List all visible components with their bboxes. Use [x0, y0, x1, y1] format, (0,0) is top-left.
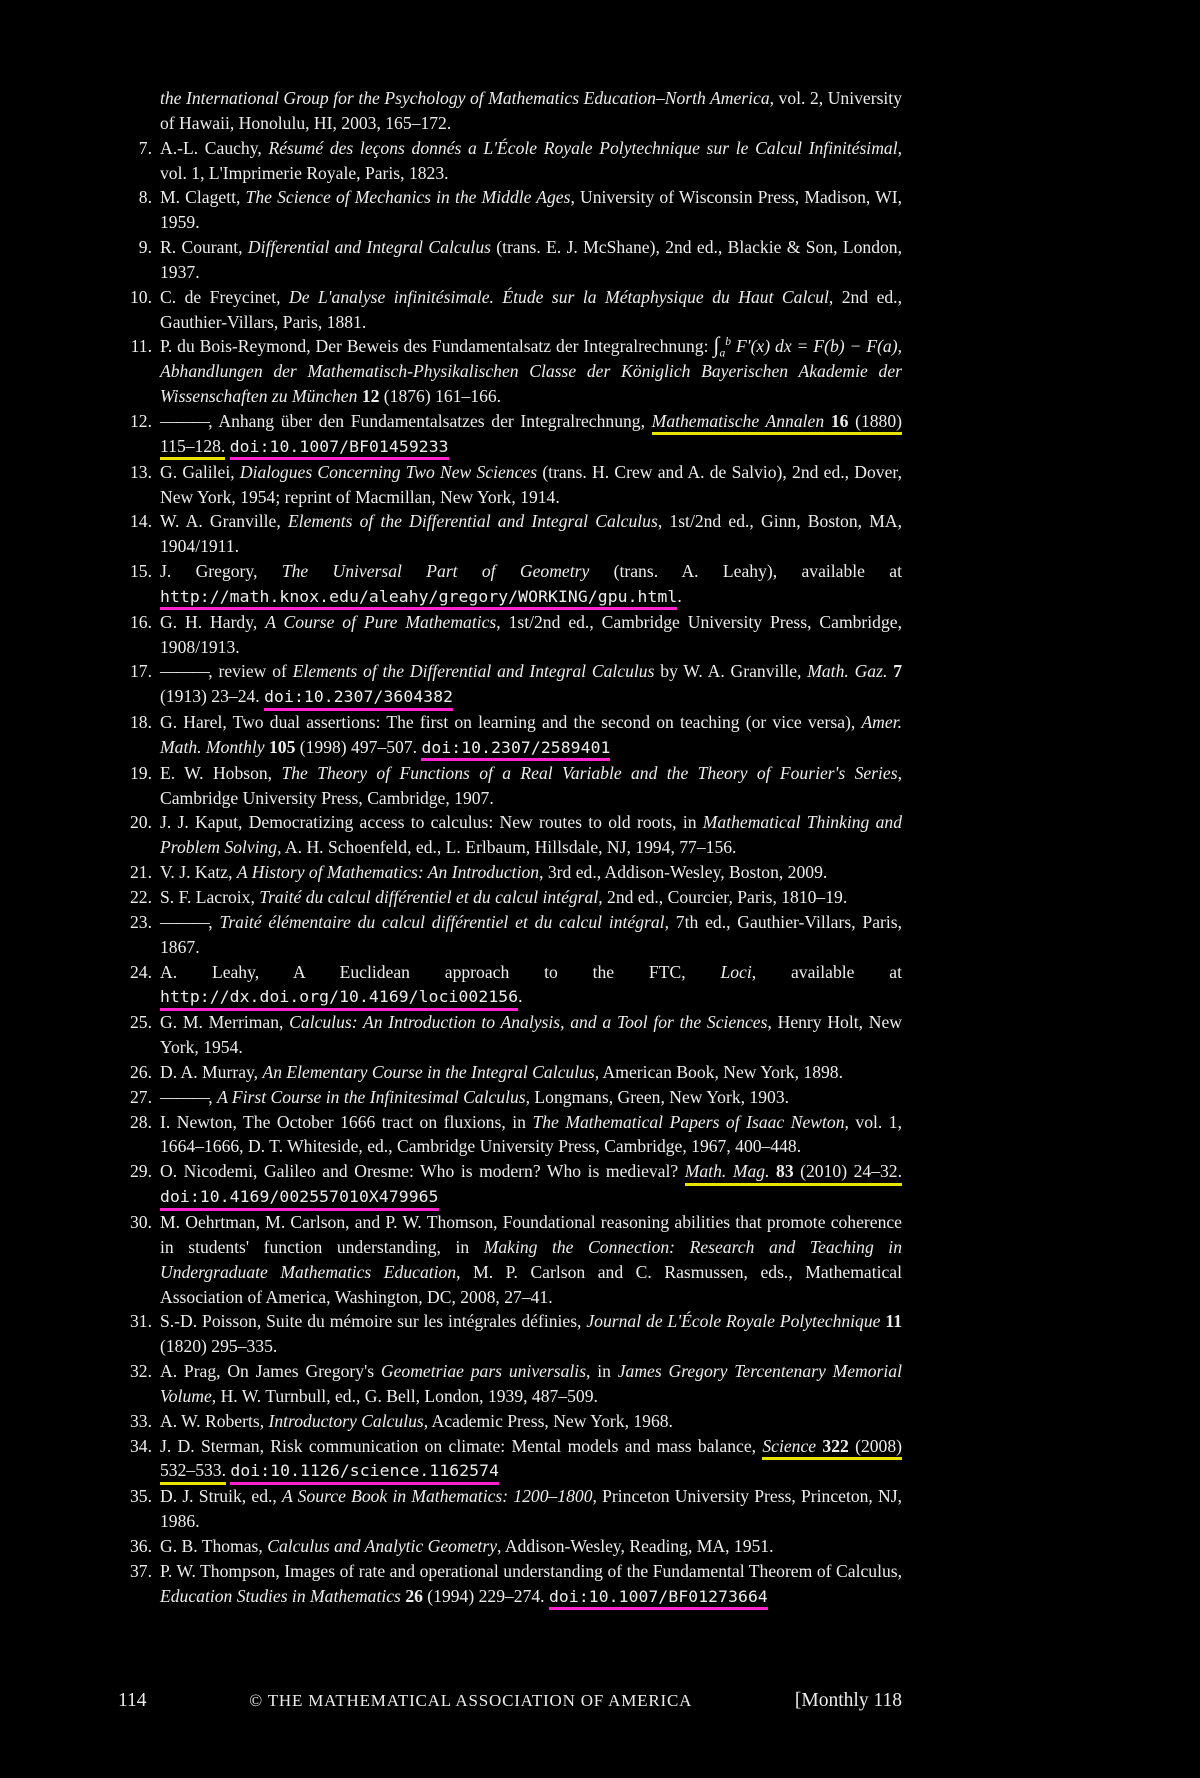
reference-item	[118, 1309, 902, 1359]
text-segment: Elements of the Differential and Integral Calculus	[292, 661, 655, 682]
text-segment: D. J. Struik, ed.,	[160, 1486, 283, 1507]
text-segment: by W. A. Granville,	[654, 661, 808, 682]
text-segment: ∫	[713, 332, 720, 358]
reference-item	[118, 1534, 902, 1559]
doi-link[interactable]: doi:10.1007/BF01459233	[230, 437, 449, 461]
text-segment: W. A. Granville,	[160, 511, 288, 532]
text-segment: (1998) 497–507.	[295, 736, 422, 757]
text-segment: De L'analyse infinitésimale. Étude sur la Métaphysique du Haut Calcul	[289, 286, 829, 307]
text-segment: 105	[268, 736, 296, 757]
reference-item	[118, 559, 902, 610]
text-segment: Calculus and Analytic Geometry	[267, 1535, 498, 1556]
reference-number: 7.	[138, 137, 152, 158]
text-segment: , vol. 2, University of Hawaii, Honolulu, HI, 2003, 165–172.	[160, 88, 902, 133]
reference-number: 11.	[130, 336, 152, 357]
journal-link[interactable]: 322	[822, 1436, 848, 1461]
text-segment: .	[518, 986, 523, 1007]
text-segment: , 1st/2nd ed., Ginn, Boston, MA, 1904/1911.	[160, 511, 902, 557]
text-segment: A.-L. Cauchy,	[160, 137, 269, 158]
reference-item	[118, 885, 902, 910]
doi-link[interactable]: doi:10.2307/2589401	[421, 738, 610, 762]
reference-item	[118, 409, 902, 460]
references-list	[118, 86, 902, 1609]
reference-number: 28.	[130, 1111, 152, 1132]
text-segment: C. de Freycinet,	[160, 286, 289, 307]
text-segment: J. D. Sterman, Risk communication on climate: Mental models and mass balance,	[160, 1435, 763, 1456]
page-number: 114	[118, 1690, 147, 1711]
text-segment: (trans. E. J. McShane), 2nd ed., Blackie & Son, London, 1937.	[160, 237, 902, 282]
text-segment: Making the Connection: Research and Teaching in Undergraduate Mathematics Education	[160, 1236, 902, 1282]
text-segment: , Anhang über den Fundamentalsatzes der Integralrechnung,	[208, 410, 652, 431]
journal-link[interactable]: Mathematische Annalen	[652, 411, 831, 436]
text-segment: P. W. Thompson, Images of rate and operational understanding of the Fundamental Theorem of Calculus,	[160, 1560, 902, 1581]
text-segment: , in	[586, 1361, 618, 1382]
text-segment: Amer. Math. Monthly	[160, 712, 902, 757]
text-segment: (1876) 161–166.	[379, 386, 502, 407]
copyright-line: © THE MATHEMATICAL ASSOCIATION OF AMERICA	[249, 1691, 693, 1710]
text-segment: Mathematical Thinking and Problem Solving	[160, 812, 902, 858]
reference-item	[118, 610, 902, 660]
reference-item	[118, 334, 902, 409]
text-segment: Résumé des leçons donnés a L'École Royale Polytechnique sur le Calcul Infinitésimal	[268, 137, 898, 158]
text-segment: Abhandlungen der Mathematisch-Physikalischen Classe der Königlich Bayerischen Akademie der Wissenschaften zu München	[160, 361, 902, 407]
reference-number: 12.	[130, 410, 152, 431]
text-segment: The Theory of Functions of a Real Variable and the Theory of Fourier's Series	[281, 762, 898, 783]
text-segment: ,	[208, 1086, 218, 1107]
reference-item	[118, 1210, 902, 1309]
text-segment: , H. W. Turnbull, ed., G. Bell, London, 1939, 487–509.	[211, 1385, 598, 1406]
reference-item	[118, 1484, 902, 1534]
reference-item	[118, 1434, 902, 1485]
text-segment: G. B. Thomas,	[160, 1535, 268, 1556]
reference-number: 8.	[138, 187, 152, 208]
journal-link[interactable]: Science	[762, 1436, 822, 1461]
reference-number: 19.	[130, 762, 152, 783]
text-segment: , review of	[208, 661, 293, 682]
doi-link[interactable]: doi:10.4169/002557010X479965	[160, 1187, 439, 1211]
text-segment: J. Gregory,	[160, 561, 282, 582]
text-segment: Traité élémentaire du calcul différentiel et du calcul intégral	[219, 911, 665, 932]
text-segment: A Course of Pure Mathematics	[265, 611, 497, 632]
reference-item	[118, 1559, 902, 1610]
text-segment: , American Book, New York, 1898.	[594, 1061, 843, 1082]
reference-number: 23.	[130, 911, 152, 932]
text-segment: Introductory Calculus	[268, 1410, 424, 1431]
text-segment: ,	[208, 911, 220, 932]
text-segment: S. F. Lacroix,	[160, 887, 260, 907]
text-segment: F′(x) dx = F(b) − F(a)	[731, 336, 898, 357]
text-segment: E. W. Hobson,	[160, 762, 282, 783]
text-segment: , 7th ed., Gauthier-Villars, Paris, 1867.	[160, 911, 902, 957]
reference-item	[118, 1085, 902, 1110]
text-segment: , M. P. Carlson and C. Rasmussen, eds., Mathematical Association of America, Washington, DC, 2008, 27–41.	[160, 1261, 902, 1307]
reference-item	[118, 1359, 902, 1409]
reference-item	[118, 860, 902, 885]
text-segment: 7	[893, 661, 902, 682]
issue-label: [Monthly 118	[794, 1690, 902, 1711]
text-segment: M. Clagett,	[160, 187, 246, 208]
url-link[interactable]: http://dx.doi.org/10.4169/loci002156	[160, 987, 518, 1011]
reference-item	[118, 960, 902, 1011]
text-segment: , 2nd ed., Gauthier-Villars, Paris, 1881.	[160, 286, 902, 332]
text-segment: ,	[897, 336, 902, 357]
text-segment: , 2nd ed., Courcier, Paris, 1810–19.	[598, 887, 848, 907]
reference-number: 25.	[130, 1012, 152, 1033]
reference-item	[118, 1159, 902, 1210]
reference-number: 16.	[130, 611, 152, 632]
reference-item	[118, 86, 902, 136]
journal-link[interactable]: (2010) 24–32.	[794, 1161, 902, 1186]
text-segment: Loci	[720, 961, 752, 982]
text-segment: (1820) 295–335.	[160, 1336, 278, 1357]
journal-link[interactable]: Math. Mag.	[685, 1161, 776, 1186]
text-segment: P. du Bois-Reymond, Der Beweis des Fundamentalsatz der Integralrechnung:	[160, 336, 714, 357]
reference-item	[118, 285, 902, 335]
reference-number: 10.	[130, 286, 152, 307]
text-segment: Differential and Integral Calculus	[247, 237, 491, 258]
text-segment: , Henry Holt, New York, 1954.	[160, 1012, 902, 1058]
text-segment: 11	[885, 1311, 902, 1332]
journal-link[interactable]: (2008) 532–533.	[160, 1436, 902, 1485]
reference-number: 33.	[130, 1410, 152, 1431]
reference-number: 29.	[130, 1161, 152, 1182]
text-segment: (trans. H. Crew and A. de Salvio), 2nd ed., Dover, New York, 1954; reprint of Macmillan, New York, 1914.	[160, 461, 902, 507]
reference-number: 17.	[130, 661, 152, 682]
text-segment: G. M. Merriman,	[160, 1012, 290, 1033]
reference-number: 34.	[130, 1435, 152, 1456]
text-segment: (trans. A. Leahy), available at	[589, 561, 902, 582]
reference-item	[118, 1060, 902, 1085]
reference-number: 32.	[130, 1361, 152, 1382]
text-segment: V. J. Katz,	[160, 862, 237, 883]
text-segment: O. Nicodemi, Galileo and Oresme: Who is modern? Who is medieval?	[160, 1161, 685, 1182]
text-segment: G. H. Hardy,	[160, 611, 266, 632]
reference-item	[118, 136, 902, 186]
doi-link[interactable]: doi:10.1007/BF01273664	[549, 1587, 768, 1611]
text-segment: ———	[160, 1086, 209, 1107]
text-segment: , University of Wisconsin Press, Madison, WI, 1959.	[160, 187, 902, 233]
text-segment: M. Oehrtman, M. Carlson, and P. W. Thomson, Foundational reasoning abilities that promote coherence in students' function understanding, in	[160, 1211, 902, 1257]
text-segment: A Source Book in Mathematics: 1200–1800	[282, 1486, 593, 1507]
text-segment: , vol. 1, 1664–1666, D. T. Whiteside, ed., Cambridge University Press, Cambridge, 1967, 400–448.	[160, 1111, 902, 1157]
text-segment: ———	[160, 911, 209, 932]
text-segment: Education Studies in Mathematics	[160, 1585, 406, 1606]
reference-item	[118, 659, 902, 710]
reference-item	[118, 1409, 902, 1434]
text-segment: S.-D. Poisson, Suite du mémoire sur les intégrales définies,	[160, 1311, 587, 1332]
reference-number: 14.	[130, 511, 152, 532]
reference-item	[118, 710, 902, 761]
text-segment: I. Newton, The October 1666 tract on fluxions, in	[160, 1111, 533, 1132]
journal-link[interactable]: (1880) 115–128.	[160, 411, 902, 460]
reference-item	[118, 235, 902, 285]
reference-number: 24.	[130, 961, 152, 982]
reference-item	[118, 1010, 902, 1060]
reference-number: 20.	[130, 812, 152, 833]
reference-number: 15.	[130, 561, 152, 582]
text-segment: Traité du calcul différentiel et du calcul intégral	[259, 887, 599, 907]
doi-link[interactable]: doi:10.1126/science.1162574	[230, 1461, 499, 1485]
text-segment: , Academic Press, New York, 1968.	[423, 1410, 673, 1431]
text-segment: Elements of the Differential and Integral Calculus	[287, 511, 658, 532]
text-segment: The Universal Part of Geometry	[281, 561, 590, 582]
reference-number: 27.	[130, 1086, 152, 1107]
reference-item	[118, 509, 902, 559]
text-segment: A. Prag, On James Gregory's	[160, 1361, 381, 1382]
text-segment: , Cambridge University Press, Cambridge, 1907.	[160, 762, 902, 808]
reference-number: 18.	[130, 712, 152, 733]
text-segment: A History of Mathematics: An Introduction	[236, 862, 540, 883]
text-segment: A. Leahy, A Euclidean approach to the FTC,	[160, 961, 721, 982]
text-segment: 12	[361, 386, 380, 407]
text-segment: The Mathematical Papers of Isaac Newton	[532, 1111, 845, 1132]
text-segment: A. W. Roberts,	[160, 1410, 269, 1431]
reference-number: 37.	[130, 1560, 152, 1581]
text-segment: the International Group for the Psychology of Mathematics Education–North America	[160, 88, 770, 108]
reference-number: 31.	[130, 1311, 152, 1332]
text-segment: .	[677, 585, 682, 606]
reference-number: 30.	[130, 1211, 152, 1232]
url-link[interactable]: http://math.knox.edu/aleahy/gregory/WORKING/gpu.html	[160, 587, 677, 611]
reference-number: 22.	[130, 887, 152, 907]
text-segment: Calculus: An Introduction to Analysis, and a Tool for the Sciences	[289, 1012, 768, 1033]
reference-item	[118, 810, 902, 860]
reference-item	[118, 185, 902, 235]
reference-item	[118, 460, 902, 510]
reference-number: 13.	[130, 461, 152, 482]
text-segment: The Science of Mechanics in the Middle Ages	[245, 187, 571, 208]
text-segment: (1913) 23–24.	[160, 686, 265, 707]
text-segment: b	[725, 335, 732, 349]
text-segment: D. A. Murray,	[160, 1061, 263, 1082]
text-segment: Geometriae pars universalis	[380, 1361, 587, 1382]
text-segment: ———	[160, 410, 209, 431]
text-segment: Math. Gaz.	[807, 661, 894, 682]
text-segment: An Elementary Course in the Integral Calculus	[262, 1061, 595, 1082]
reference-item	[118, 910, 902, 960]
text-segment: a	[719, 346, 726, 360]
journal-link[interactable]: 83	[776, 1161, 794, 1186]
text-segment: Dialogues Concerning Two New Sciences	[239, 461, 538, 482]
text-segment: James Gregory Tercentenary Memorial Volume	[160, 1361, 902, 1406]
text-segment: , available at	[751, 961, 902, 982]
text-segment: , A. H. Schoenfeld, ed., L. Erlbaum, Hillsdale, NJ, 1994, 77–156.	[277, 837, 737, 858]
reference-number: 35.	[130, 1486, 152, 1507]
journal-link[interactable]: 16	[831, 411, 849, 436]
text-segment: , Princeton University Press, Princeton, NJ, 1986.	[160, 1486, 903, 1532]
text-segment: , 1st/2nd ed., Cambridge University Press, Cambridge, 1908/1913.	[160, 611, 902, 657]
reference-number: 26.	[130, 1061, 152, 1082]
text-segment: , Longmans, Green, New York, 1903.	[525, 1086, 790, 1107]
text-segment: J. J. Kaput, Democratizing access to calculus: New routes to old roots, in	[160, 812, 703, 833]
reference-item	[118, 761, 902, 811]
text-segment: , Addison-Wesley, Reading, MA, 1951.	[497, 1535, 774, 1556]
doi-link[interactable]: doi:10.2307/3604382	[264, 687, 453, 711]
text-segment: G. Galilei,	[160, 461, 240, 482]
page-footer	[118, 1690, 902, 1712]
text-segment: Journal de L'École Royale Polytechnique	[586, 1311, 886, 1332]
text-segment: , 3rd ed., Addison-Wesley, Boston, 2009.	[539, 862, 828, 883]
text-segment: (1994) 229–274.	[422, 1585, 549, 1606]
reference-number: 36.	[130, 1535, 152, 1556]
text-segment: R. Courant,	[160, 237, 248, 258]
reference-number: 21.	[130, 862, 152, 883]
reference-item	[118, 1110, 902, 1160]
reference-number: 9.	[138, 237, 152, 258]
text-segment: ———	[160, 661, 209, 682]
text-segment: G. Harel, Two dual assertions: The first on learning and the second on teaching (or vice versa),	[160, 712, 862, 733]
text-segment: 26	[405, 1585, 423, 1606]
text-segment: , vol. 1, L'Imprimerie Royale, Paris, 1823.	[160, 137, 902, 183]
text-segment: A First Course in the Infinitesimal Calculus	[217, 1086, 526, 1107]
